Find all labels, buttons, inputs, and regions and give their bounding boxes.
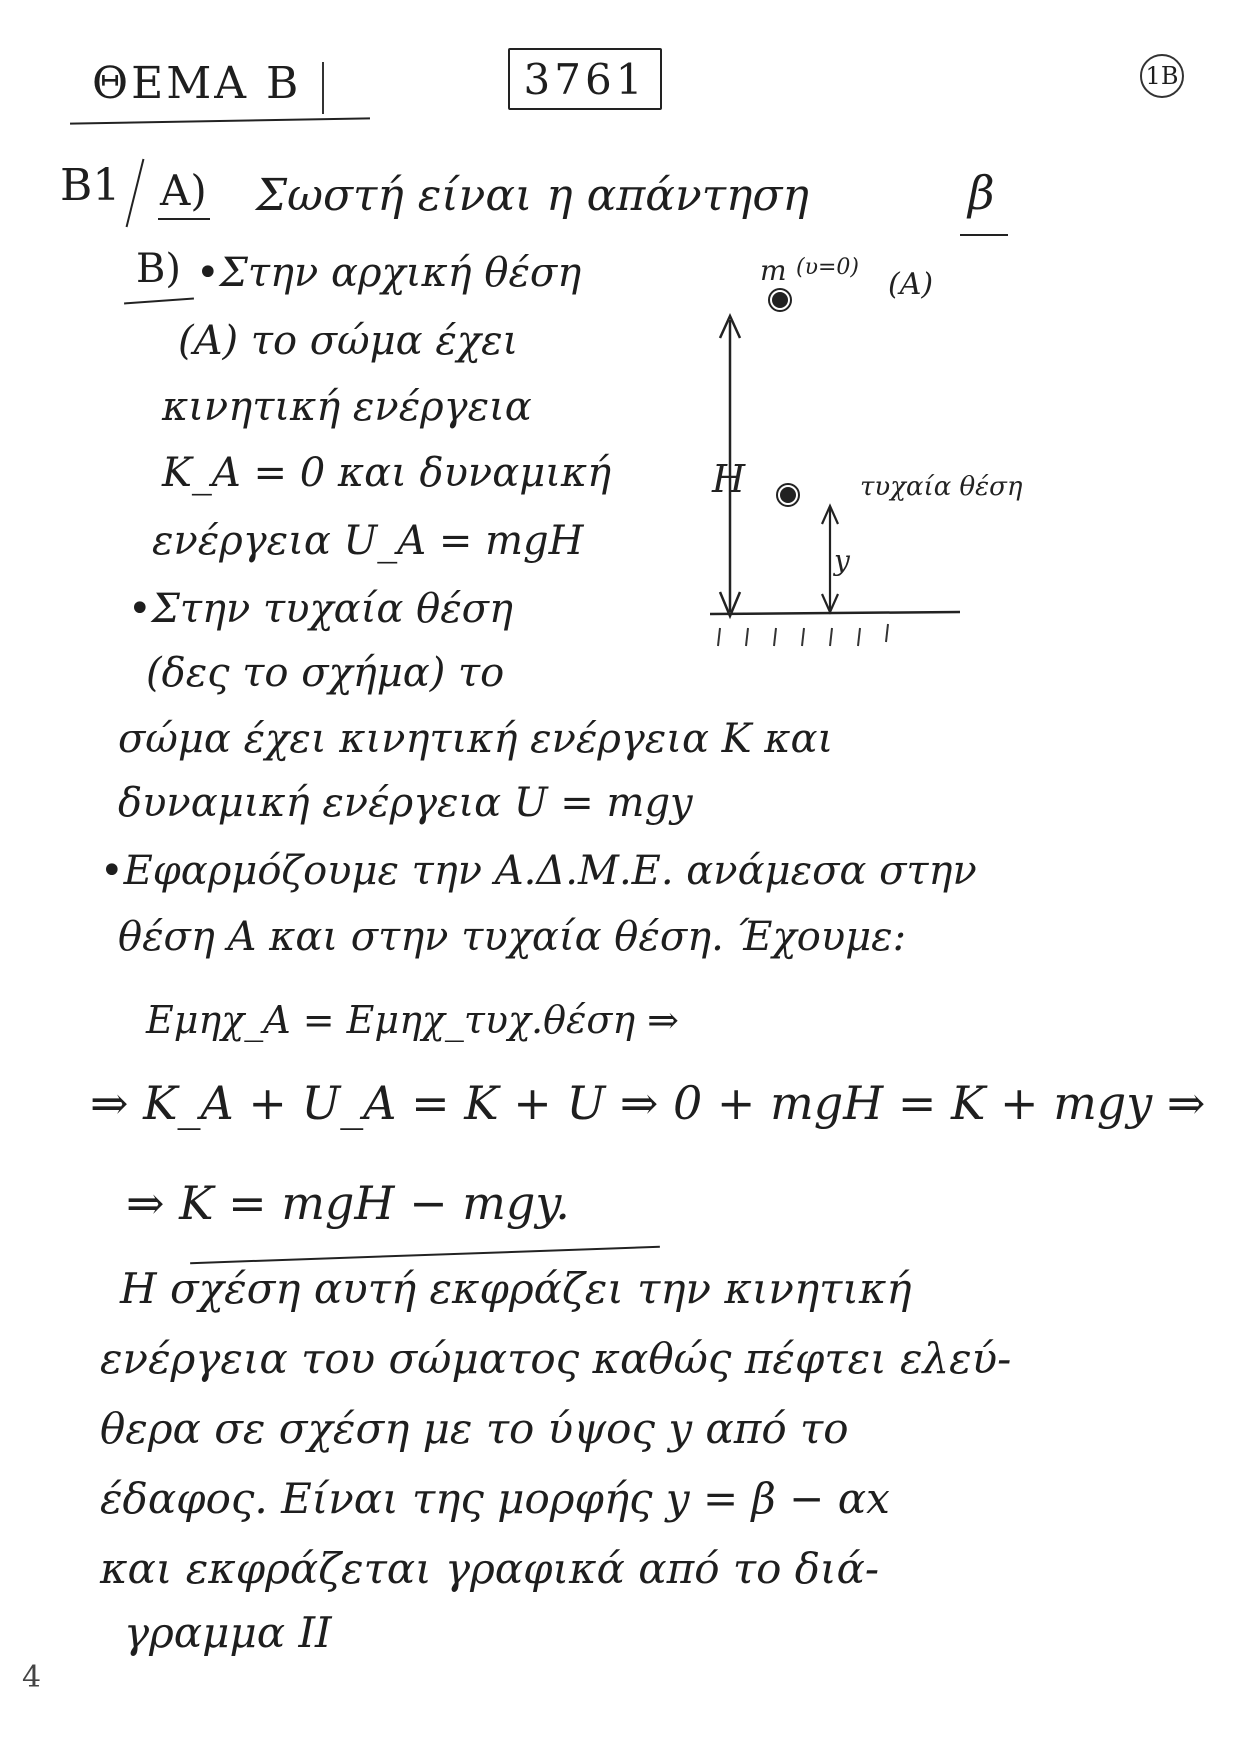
mass-label: m — [760, 254, 787, 287]
answer-underline — [960, 234, 1008, 236]
ground-hatching — [718, 624, 888, 646]
mass-random-dot — [780, 487, 796, 503]
part-b-label: Β) — [136, 246, 181, 292]
left-line-3: κινητική ενέργεια — [162, 384, 532, 430]
title-divider — [322, 62, 324, 114]
random-position-label: τυχαία θέση — [860, 472, 1023, 502]
part-a-underline — [158, 218, 210, 220]
b1-label: Β1 — [60, 160, 121, 211]
falling-body-diagram — [690, 240, 1110, 680]
body-line-2: δυναμική ενέργεια U = mgy — [118, 780, 693, 826]
conclusion-line-4: έδαφος. Είναι της μορφής y = β − αx — [100, 1474, 890, 1523]
ground-line — [710, 612, 960, 614]
y-label: y — [834, 544, 850, 577]
answer-letter: β — [968, 166, 995, 220]
body-line-3: •Εφαρμόζουμε την Α.Δ.Μ.Ε. ανάμεσα στην — [100, 848, 977, 894]
title-underline — [70, 117, 370, 124]
b1-slash — [126, 159, 145, 227]
page-title: ΘΕΜΑ Β — [92, 58, 302, 109]
left-line-6: •Στην τυχαία θέση — [128, 586, 513, 632]
exercise-code-box: 3761 — [508, 48, 662, 110]
position-a-label: (A) — [888, 267, 934, 302]
conclusion-line-2: ενέργεια του σώματος καθώς πέφτει ελεύ- — [100, 1334, 1012, 1383]
left-line-7: (δες το σχήμα) το — [146, 650, 505, 696]
result-rule — [190, 1246, 660, 1264]
part-a-label: Α) — [160, 166, 207, 215]
equation-result: ⇒ K = mgH − mgy. — [126, 1176, 570, 1230]
page-mark-circle: 1Β — [1140, 54, 1184, 98]
height-label: H — [712, 457, 746, 501]
conclusion-line-1: Η σχέση αυτή εκφράζει την κινητική — [120, 1264, 912, 1313]
body-line-4: θέση Α και στην τυχαία θέση. Έχουμε: — [118, 914, 907, 960]
equation-expanded: ⇒ Κ_A + U_A = Κ + U ⇒ 0 + mgH = K + mgy ⇒ — [90, 1076, 1206, 1130]
body-line-1: σώμα έχει κινητική ενέργεια Κ και — [118, 716, 834, 762]
left-line-1: •Στην αρχική θέση — [196, 250, 582, 296]
page-number: 4 — [22, 1660, 42, 1695]
conclusion-line-3: θερα σε σχέση με το ύψος y από το — [100, 1404, 849, 1453]
equation-energy-conservation: Εμηχ_A = Εμηχ_τυχ.θέση ⇒ — [146, 998, 680, 1042]
conclusion-line-5: και εκφράζεται γραφικά από το διά- — [100, 1544, 880, 1593]
conclusion-line-6: γραμμα ΙΙ — [124, 1608, 332, 1657]
left-line-2: (Α) το σώμα έχει — [178, 318, 519, 364]
answer-text: Σωστή είναι η απάντηση — [256, 170, 809, 221]
mass-top-dot — [772, 292, 788, 308]
left-line-4: Κ_A = 0 και δυναμική — [162, 450, 612, 496]
left-line-5: ενέργεια U_A = mgH — [152, 518, 584, 564]
velocity-label: (υ=0) — [796, 255, 859, 280]
part-b-underline — [124, 298, 194, 305]
